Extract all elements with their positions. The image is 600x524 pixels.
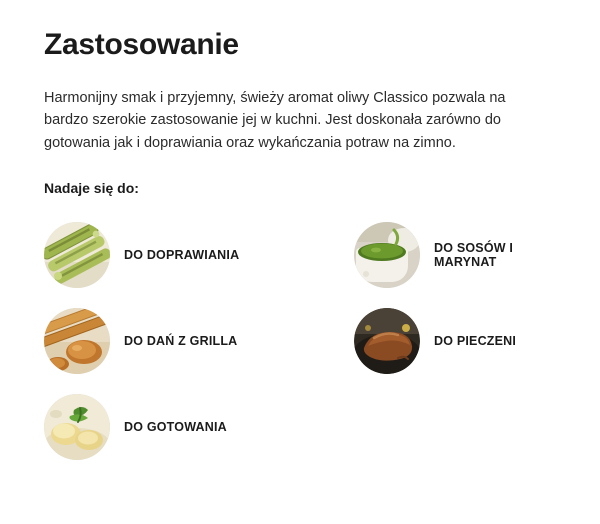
boiled-potatoes-photo-icon <box>44 394 110 460</box>
uses-subtitle: Nadaje się do: <box>44 180 139 197</box>
grilled-sausages-photo-icon <box>44 308 110 374</box>
intro-paragraph: Harmonijny smak i przyjemny, świeży aromat oliwy Classico pozwala na bardzo szerokie zastosowanie jej w kuchni. Jest doskonała zarówno do gotowania jak i doprawiania oraz wykańczania potraw na zimno. <box>44 90 506 151</box>
use-item-label: DO DAŃ Z GRILLA <box>124 334 238 349</box>
use-item <box>44 308 354 374</box>
uses-grid <box>44 212 560 470</box>
grilled-vegetables-photo-icon <box>44 222 110 288</box>
page-title: Zastosowanie <box>44 28 239 61</box>
use-item-label: DO GOTOWANIA <box>124 420 227 435</box>
use-item <box>354 222 560 288</box>
green-sauce-bowl-photo-icon <box>354 222 420 288</box>
use-item-label: DO SOSÓW I MARYNAT <box>434 241 514 270</box>
use-item-label: DO PIECZENI <box>434 334 517 349</box>
roast-meat-photo-icon <box>354 308 420 374</box>
use-item <box>44 394 354 460</box>
use-item <box>354 308 560 374</box>
use-item <box>44 222 354 288</box>
use-item-label: DO DOPRAWIANIA <box>124 248 240 263</box>
